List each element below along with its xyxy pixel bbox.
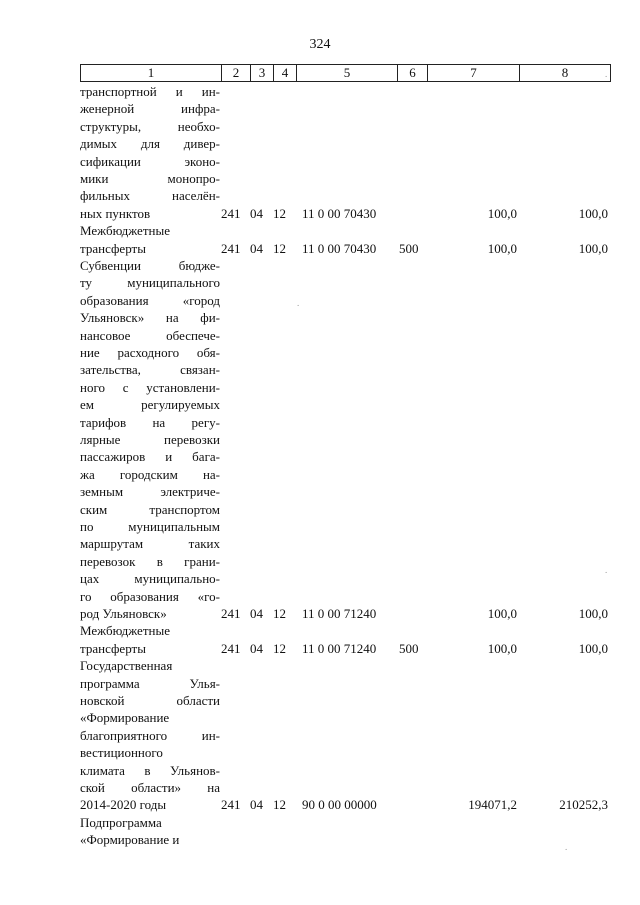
row-3-name-line: пассажиров и бага- bbox=[80, 449, 220, 465]
row-5-name-line: 2014-2020 годы bbox=[80, 797, 167, 813]
row-3-name-line: нансовое обеспече- bbox=[80, 327, 220, 343]
row-3-name-line: цах муниципально- bbox=[80, 571, 220, 587]
scan-speck: . bbox=[565, 842, 568, 852]
row-5-name-line: благоприятного ин- bbox=[80, 727, 220, 743]
header-col-2: 2 bbox=[221, 64, 251, 82]
scan-speck: . bbox=[605, 565, 608, 575]
row-3-c3: 04 bbox=[250, 606, 263, 621]
row-5-c7: 194071,2 bbox=[468, 797, 517, 813]
row-2-c5: 11 0 00 70430 bbox=[302, 240, 377, 256]
row-1-c7: 100,0 bbox=[487, 205, 517, 221]
row-3-name-line: род Ульяновск» bbox=[80, 606, 167, 621]
row-3-name-line: жа городским на- bbox=[80, 466, 220, 482]
header-col-8: 8 bbox=[519, 64, 611, 82]
row-5-c5: 90 0 00 00000 bbox=[302, 797, 377, 813]
row-4-c4: 12 bbox=[273, 640, 286, 656]
row-3-name-line: тарифов на регу- bbox=[80, 414, 220, 430]
row-1-name-line: женерной инфра- bbox=[80, 101, 220, 117]
row-5-name-line: Государственная bbox=[80, 658, 173, 674]
row-4-c6: 500 bbox=[399, 640, 419, 656]
row-3-name-line: ного с установлени- bbox=[80, 379, 220, 395]
row-2-c3: 04 bbox=[250, 240, 263, 256]
row-3-name-line: Субвенции бюдже- bbox=[80, 258, 220, 273]
row-5-name-line: ской области» на bbox=[80, 780, 220, 795]
row-1-name-line: мики монопро- bbox=[80, 171, 220, 186]
row-3-name-line: маршрутам таких bbox=[80, 536, 220, 552]
row-1-name-line: структуры, необхо- bbox=[80, 118, 220, 134]
row-5-c4: 12 bbox=[273, 797, 286, 813]
row-5-name-line: «Формирование bbox=[80, 710, 170, 726]
row-5-name-line: вестиционного bbox=[80, 745, 163, 761]
header-col-3: 3 bbox=[250, 64, 274, 82]
row-3-name-line: ем регулируемых bbox=[80, 397, 220, 413]
row-3-name-line: го образования «го- bbox=[80, 588, 220, 604]
header-col-6: 6 bbox=[397, 64, 428, 82]
row-3-c7: 100,0 bbox=[487, 606, 517, 621]
row-5-c2: 241 bbox=[221, 797, 241, 813]
row-5-name-line: программа Улья- bbox=[80, 675, 220, 691]
row-1-c5: 11 0 00 70430 bbox=[302, 205, 377, 221]
row-3-name-line: перевозок в грани- bbox=[80, 553, 220, 569]
row-5-c8: 210252,3 bbox=[559, 797, 608, 813]
row-4-c3: 04 bbox=[250, 640, 263, 656]
header-col-5: 5 bbox=[296, 64, 398, 82]
row-5-name-line: новской области bbox=[80, 693, 220, 708]
row-2-c8: 100,0 bbox=[578, 240, 608, 256]
scan-speck: . bbox=[605, 69, 608, 79]
row-4-c2: 241 bbox=[221, 640, 241, 656]
row-3-name-line: по муниципальным bbox=[80, 519, 220, 534]
row-1-name-line: фильных населён- bbox=[80, 188, 220, 204]
row-3-name-line: земным электриче- bbox=[80, 484, 220, 500]
row-4-name-line: трансферты bbox=[80, 640, 146, 656]
row-3-name-line: зательства, связан- bbox=[80, 362, 220, 378]
row-6-name-line: «Формирование и bbox=[80, 832, 180, 848]
header-col-4: 4 bbox=[273, 64, 297, 82]
header-col-1: 1 bbox=[80, 64, 222, 82]
row-4-c5: 11 0 00 71240 bbox=[302, 640, 377, 656]
row-3-name-line: лярные перевозки bbox=[80, 432, 220, 447]
row-1-name-line: димых для дивер- bbox=[80, 136, 220, 152]
page-number: 324 bbox=[309, 37, 331, 52]
row-1-name-line: транспортной и ин- bbox=[80, 84, 220, 99]
row-3-c4: 12 bbox=[273, 606, 286, 621]
row-2-name-line: Межбюджетные bbox=[80, 223, 170, 239]
row-6-name-line: Подпрограмма bbox=[80, 814, 162, 830]
row-5-c3: 04 bbox=[250, 797, 263, 813]
row-3-c8: 100,0 bbox=[578, 606, 608, 621]
scan-speck: . bbox=[297, 298, 300, 308]
row-4-c8: 100,0 bbox=[578, 640, 608, 656]
row-3-name-line: образования «город bbox=[80, 292, 220, 308]
row-2-c2: 241 bbox=[221, 240, 241, 256]
row-3-name-line: ние расходного обя- bbox=[80, 345, 220, 360]
header-col-7: 7 bbox=[427, 64, 520, 82]
row-4-c7: 100,0 bbox=[487, 640, 517, 656]
row-2-name-line: трансферты bbox=[80, 240, 146, 256]
row-4-name-line: Межбюджетные bbox=[80, 623, 170, 639]
row-3-name-line: Ульяновск» на фи- bbox=[80, 310, 220, 326]
row-2-c7: 100,0 bbox=[487, 240, 517, 256]
row-3-name-line: ту муниципального bbox=[80, 275, 220, 291]
row-1-name-line: сификации эконо- bbox=[80, 153, 220, 169]
row-3-c2: 241 bbox=[221, 606, 241, 621]
row-1-c8: 100,0 bbox=[578, 205, 608, 221]
row-1-c3: 04 bbox=[250, 205, 263, 221]
row-3-c5: 11 0 00 71240 bbox=[302, 606, 377, 621]
row-2-c4: 12 bbox=[273, 240, 286, 256]
row-2-c6: 500 bbox=[399, 240, 419, 256]
row-3-name-line: ским транспортом bbox=[80, 501, 220, 517]
row-1-c4: 12 bbox=[273, 205, 286, 221]
row-1-c2: 241 bbox=[221, 205, 241, 221]
row-5-name-line: климата в Ульянов- bbox=[80, 762, 220, 778]
row-1-name-line: ных пунктов bbox=[80, 205, 151, 221]
